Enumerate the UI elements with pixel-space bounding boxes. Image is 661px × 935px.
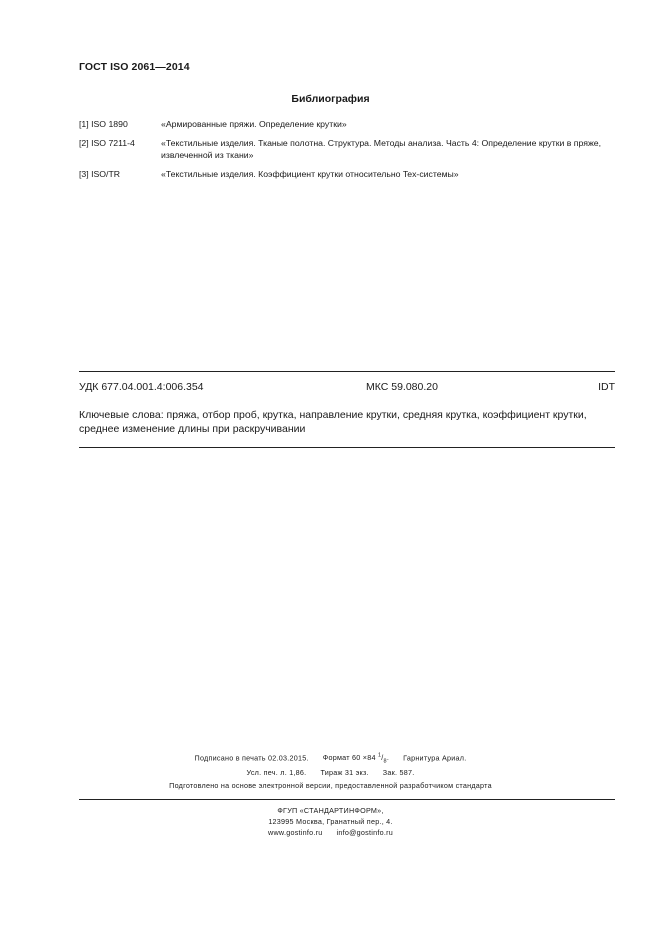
typeface: Гарнитура Ариал.	[403, 753, 467, 763]
imprint-line-2	[0, 768, 661, 777]
publisher-address: 123995 Москва, Гранатный пер., 4.	[268, 817, 393, 826]
bibliography-ref: [2] ISO 7211-4	[79, 138, 135, 148]
bibliography-title: Библиография	[291, 93, 370, 105]
bibliography-item	[79, 137, 615, 161]
bibliography-text: «Текстильные изделия. Тканые полотна. Структура. Методы анализа. Часть 4: Определение крутки в пряже, извлеченной из ткани»	[161, 138, 602, 160]
bibliography-ref: [3] ISO/TR	[79, 169, 121, 179]
mks-code: МКС 59.080.20	[366, 381, 438, 393]
bibliography-ref: [1] ISO 1890	[79, 119, 128, 129]
divider-imprint	[79, 799, 615, 800]
udk-code: УДК 677.04.001.4:006.354	[79, 381, 204, 393]
bibliography-item	[79, 118, 615, 130]
publisher-name: ФГУП «СТАНДАРТИНФОРМ»,	[277, 806, 384, 815]
bibliography-text: «Текстильные изделия. Коэффициент крутки относительно Tex-системы»	[161, 169, 459, 179]
keywords: Ключевые слова: пряжа, отбор проб, крутка, направление крутки, средняя крутка, коэффициент крутки, среднее изменение длины при раскручивании	[79, 409, 587, 435]
print-format: Формат 60 ×84 $^1/_8$.	[322, 753, 390, 765]
signed-date: Подписано в печать 02.03.2015.	[194, 753, 309, 763]
standard-id: ГОСТ ISO 2061—2014	[79, 61, 190, 73]
order-number: Зак. 587.	[382, 768, 415, 777]
idt-label: IDT	[598, 381, 615, 393]
bibliography-item	[79, 168, 615, 180]
divider-top	[79, 371, 615, 372]
print-sheets: Усл. печ. л. 1,86.	[246, 768, 307, 777]
bibliography-list	[79, 118, 615, 187]
imprint-line-1	[0, 753, 661, 765]
print-run: Тираж 31 экз.	[320, 768, 369, 777]
divider-keywords	[79, 447, 615, 448]
prepared-note: Подготовлено на основе электронной версии, предоставленной разработчиком стандарта	[169, 781, 492, 790]
publisher-contacts	[0, 828, 661, 837]
publisher-website[interactable]: www.gostinfo.ru	[268, 828, 323, 837]
publisher-email[interactable]: info@gostinfo.ru	[336, 828, 393, 837]
bibliography-text: «Армированные пряжи. Определение крутки»	[161, 119, 347, 129]
